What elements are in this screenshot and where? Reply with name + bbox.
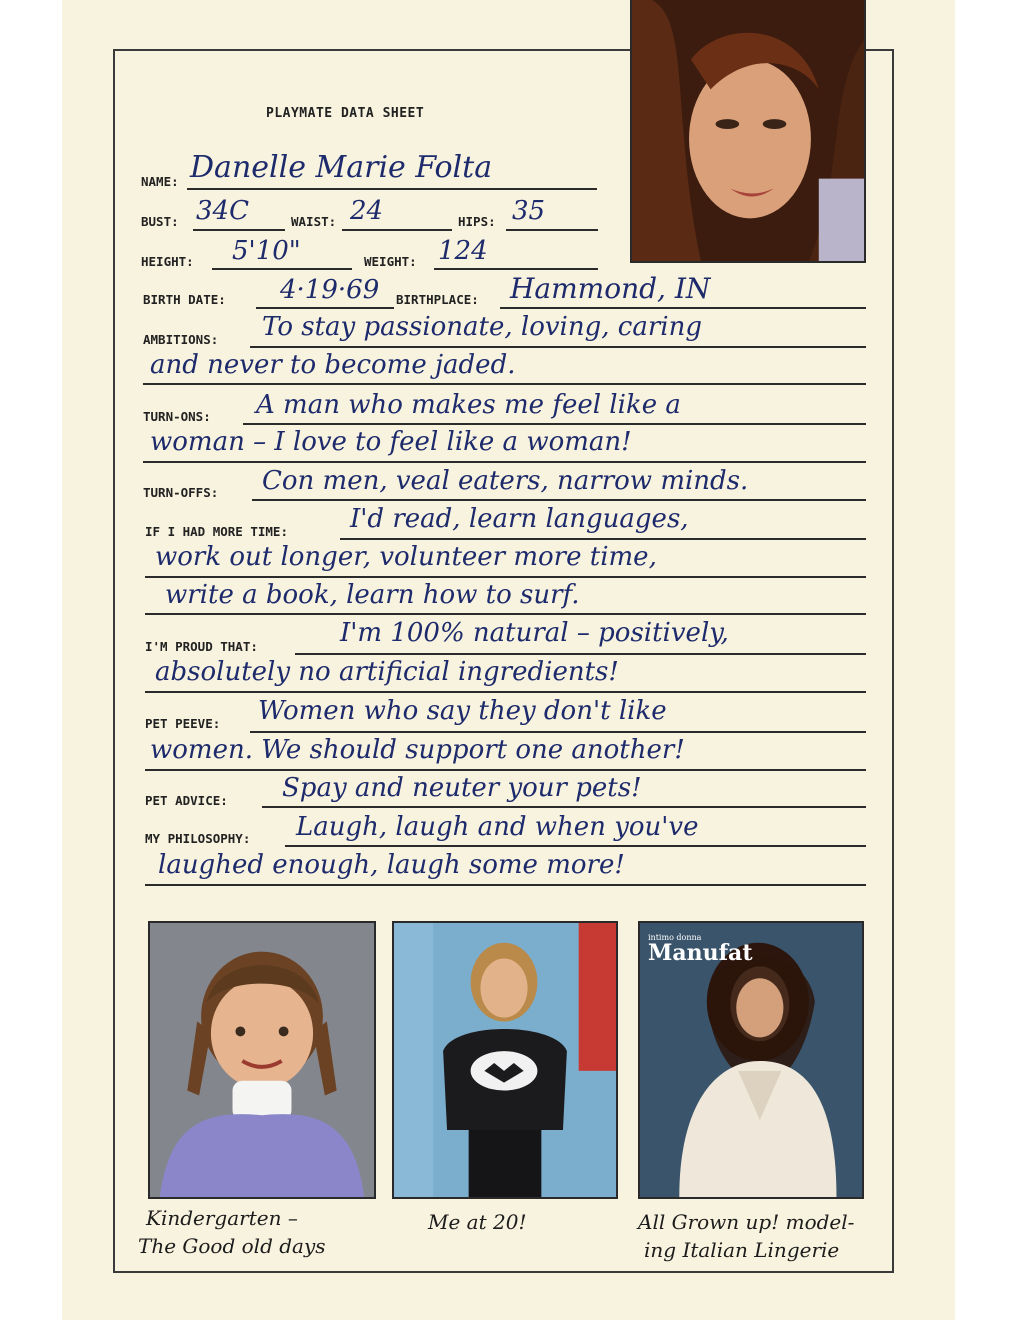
name-label: NAME: — [141, 174, 179, 189]
turn-offs-label: TURN-OFFS: — [143, 485, 219, 500]
pet-peeve-text-1: Women who say they don't like — [258, 696, 667, 726]
more-time-line-3 — [145, 613, 866, 615]
pet-peeve-text-2: women. We should support one another! — [150, 735, 685, 765]
ambitions-label: AMBITIONS: — [143, 332, 219, 347]
philosophy-line-1 — [285, 845, 866, 847]
pet-peeve-label: PET PEEVE: — [145, 716, 221, 731]
birth-date-value: 4·19·69 — [280, 275, 380, 305]
turn-ons-text-2: woman – I love to feel like a woman! — [150, 427, 632, 457]
more-time-label: IF I HAD MORE TIME: — [145, 524, 288, 539]
name-line — [187, 188, 597, 190]
pet-peeve-line-2 — [145, 769, 866, 771]
weight-value: 124 — [438, 236, 488, 266]
weight-label: WEIGHT: — [364, 254, 417, 269]
kindergarten-caption-line-2: The Good old days — [138, 1234, 326, 1258]
sheet-title: PLAYMATE DATA SHEET — [266, 106, 425, 121]
more-time-text-1: I'd read, learn languages, — [350, 504, 689, 534]
pet-advice-line-1 — [262, 806, 866, 808]
bust-value: 34C — [196, 196, 249, 226]
ambitions-text-1: To stay passionate, loving, caring — [262, 312, 702, 342]
birth-date-label: BIRTH DATE: — [143, 292, 226, 307]
magazine-small-text: intimo donna — [648, 933, 702, 942]
height-line — [212, 268, 352, 270]
more-time-text-2: work out longer, volunteer more time, — [155, 542, 657, 572]
pet-advice-text-1: Spay and neuter your pets! — [282, 773, 642, 803]
pet-advice-label: PET ADVICE: — [145, 793, 228, 808]
portrait-photo — [630, 0, 866, 263]
more-time-line-1 — [340, 538, 866, 540]
waist-value: 24 — [350, 196, 384, 226]
kindergarten-caption — [138, 1204, 326, 1260]
ambitions-text-2: and never to become jaded. — [150, 350, 516, 380]
grown-up-caption — [638, 1208, 854, 1264]
lingerie-ad-photo — [638, 921, 864, 1199]
turn-offs-text-1: Con men, veal eaters, narrow minds. — [262, 466, 749, 496]
kindergarten-caption-line-1: Kindergarten – — [146, 1206, 298, 1230]
name-value: Danelle Marie Folta — [190, 150, 493, 185]
philosophy-text-1: Laugh, laugh and when you've — [296, 812, 699, 842]
age20-caption — [428, 1208, 526, 1236]
birth-date-line — [256, 307, 394, 309]
ambitions-line-2 — [143, 383, 866, 385]
bust-line — [193, 229, 285, 231]
turn-ons-line-1 — [243, 423, 866, 425]
weight-line — [434, 268, 598, 270]
waist-line — [342, 229, 452, 231]
magazine-brand — [648, 933, 752, 966]
height-label: HEIGHT: — [141, 254, 194, 269]
kindergarten-photo — [148, 921, 376, 1199]
height-value: 5'10" — [232, 236, 301, 266]
age20-caption-line-1: Me at 20! — [428, 1210, 527, 1234]
bust-label: BUST: — [141, 214, 179, 229]
turn-ons-label: TURN-ONS: — [143, 409, 211, 424]
birthplace-value: Hammond, IN — [510, 272, 711, 305]
birthplace-line — [500, 307, 866, 309]
philosophy-line-2 — [145, 884, 866, 886]
hips-line — [506, 229, 598, 231]
hips-value: 35 — [512, 196, 546, 226]
proud-line-2 — [145, 691, 866, 693]
proud-label: I'M PROUD THAT: — [145, 639, 258, 654]
grown-up-caption-line-1: All Grown up! model- — [638, 1210, 855, 1234]
waist-label: WAIST: — [291, 214, 337, 229]
grown-up-caption-line-2: ing Italian Lingerie — [644, 1238, 840, 1262]
age20-photo — [392, 921, 618, 1199]
more-time-line-2 — [145, 576, 866, 578]
proud-line-1 — [295, 653, 866, 655]
turn-ons-text-1: A man who makes me feel like a — [256, 390, 681, 420]
birthplace-label: BIRTHPLACE: — [396, 292, 479, 307]
turn-offs-line-1 — [252, 499, 866, 501]
pet-peeve-line-1 — [250, 731, 866, 733]
hips-label: HIPS: — [458, 214, 496, 229]
more-time-text-3: write a book, learn how to surf. — [165, 580, 580, 610]
philosophy-label: MY PHILOSOPHY: — [145, 831, 251, 846]
proud-text-2: absolutely no artificial ingredients! — [155, 657, 619, 687]
turn-ons-line-2 — [143, 461, 866, 463]
philosophy-text-2: laughed enough, laugh some more! — [158, 850, 625, 880]
magazine-brand-text: Manufat — [648, 940, 753, 966]
proud-text-1: I'm 100% natural – positively, — [340, 618, 729, 648]
ambitions-line-1 — [250, 346, 866, 348]
